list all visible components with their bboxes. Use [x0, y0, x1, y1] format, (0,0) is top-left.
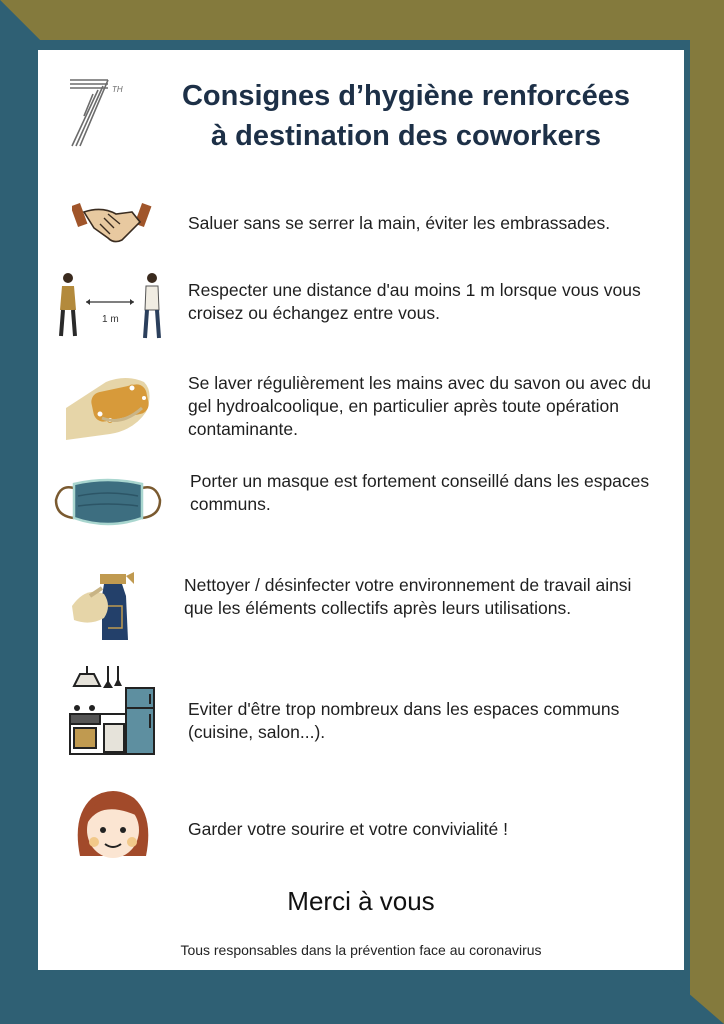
distance-icon [54, 272, 166, 344]
item-text: Nettoyer / désinfecter votre environnement de travail ainsi que les éléments collectifs après leurs utilisations. [184, 575, 632, 618]
title-line-1: Consignes d’hygiène renforcées [181, 80, 630, 112]
item-text: Se laver régulièrement les mains avec du savon ou avec du gel hydroalcoolique, en particulier après toute opération contaminante. [188, 373, 652, 439]
kitchen-icon [68, 666, 158, 756]
list-item [38, 366, 684, 446]
logo-superscript: TH [112, 85, 123, 94]
list-item [38, 666, 684, 756]
list-item [38, 470, 684, 534]
list-item [38, 566, 684, 646]
item-text: Saluer sans se serrer la main, éviter les embrassades. [188, 213, 611, 233]
list-item [38, 786, 684, 868]
handshake-icon [72, 198, 152, 248]
mask-icon [52, 474, 164, 530]
spray-icon [68, 566, 148, 646]
item-text: Porter un masque est fortement conseillé dans les espaces communs. [190, 471, 650, 514]
list-item [38, 194, 684, 254]
title-line-2: à destination des coworkers [210, 120, 601, 152]
poster-card [38, 50, 684, 970]
list-item [38, 272, 684, 344]
seventh-logo-icon [66, 76, 132, 150]
footer-text: Tous responsables dans la prévention face au coronavirus [180, 942, 542, 958]
distance-label: 1 m [102, 314, 119, 325]
page-title [138, 76, 674, 156]
handwash-icon [62, 368, 158, 442]
closing-text: Merci à vous [287, 886, 435, 916]
item-text: Respecter une distance d'au moins 1 m lorsque vous vous croisez ou échangez entre vous. [188, 280, 641, 323]
smile-face-icon [72, 786, 154, 868]
item-text: Garder votre sourire et votre convivialité ! [188, 819, 508, 839]
item-text: Eviter d'être trop nombreux dans les espaces communs (cuisine, salon...). [188, 699, 620, 742]
